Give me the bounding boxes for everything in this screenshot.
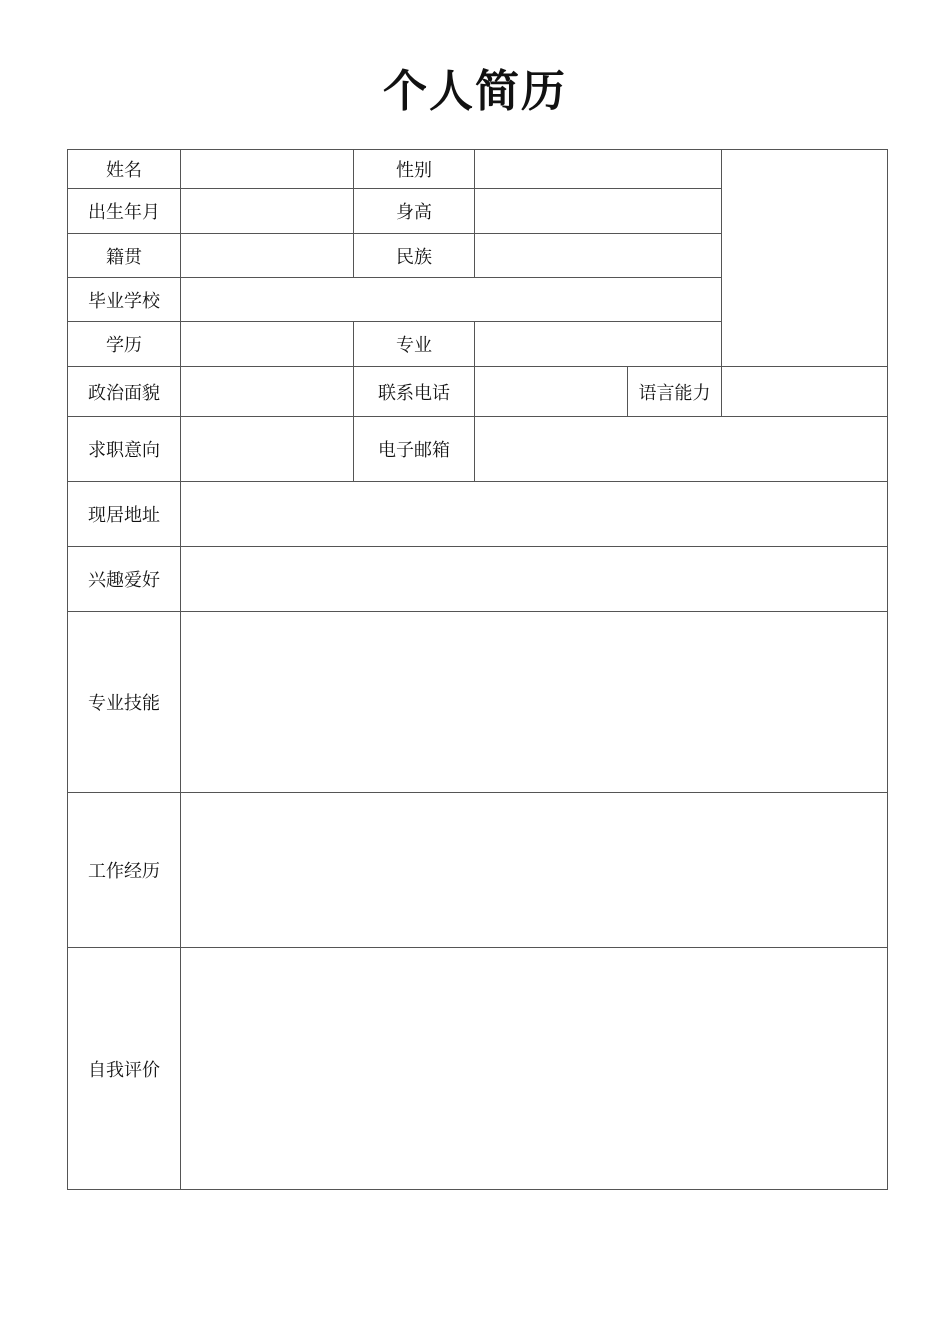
gender-label: 性别	[354, 150, 475, 189]
school-label: 毕业学校	[68, 278, 181, 322]
height-field[interactable]	[475, 189, 722, 234]
hobbies-label: 兴趣爱好	[68, 547, 181, 612]
education-label: 学历	[68, 322, 181, 367]
experience-field[interactable]	[181, 793, 888, 948]
gender-field[interactable]	[475, 150, 722, 189]
education-field[interactable]	[181, 322, 354, 367]
major-label: 专业	[354, 322, 475, 367]
resume-form-table	[67, 149, 888, 1190]
email-label: 电子邮箱	[354, 417, 475, 482]
native-place-field[interactable]	[181, 234, 354, 278]
email-field[interactable]	[475, 417, 888, 482]
major-field[interactable]	[475, 322, 722, 367]
job-intention-label: 求职意向	[68, 417, 181, 482]
row-name-gender	[68, 150, 888, 189]
birth-label: 出生年月	[68, 189, 181, 234]
name-field[interactable]	[181, 150, 354, 189]
phone-field[interactable]	[475, 367, 628, 417]
political-status-field[interactable]	[181, 367, 354, 417]
school-field[interactable]	[181, 278, 722, 322]
self-evaluation-field[interactable]	[181, 948, 888, 1190]
skills-field[interactable]	[181, 612, 888, 793]
address-label: 现居地址	[68, 482, 181, 547]
row-address	[68, 482, 888, 547]
phone-label: 联系电话	[354, 367, 475, 417]
photo-area[interactable]	[722, 150, 888, 367]
skills-label: 专业技能	[68, 612, 181, 793]
birth-field[interactable]	[181, 189, 354, 234]
ethnicity-field[interactable]	[475, 234, 722, 278]
row-skills	[68, 612, 888, 793]
page-title: 个人简历	[383, 66, 567, 117]
native-place-label: 籍贯	[68, 234, 181, 278]
row-self-evaluation	[68, 948, 888, 1190]
row-job-email	[68, 417, 888, 482]
hobbies-field[interactable]	[181, 547, 888, 612]
political-status-label: 政治面貌	[68, 367, 181, 417]
address-field[interactable]	[181, 482, 888, 547]
self-evaluation-label: 自我评价	[68, 948, 181, 1190]
ethnicity-label: 民族	[354, 234, 475, 278]
experience-label: 工作经历	[68, 793, 181, 948]
height-label: 身高	[354, 189, 475, 234]
job-intention-field[interactable]	[181, 417, 354, 482]
language-label: 语言能力	[628, 367, 722, 417]
row-experience	[68, 793, 888, 948]
row-political-phone-language	[68, 367, 888, 417]
name-label: 姓名	[68, 150, 181, 189]
row-hobbies	[68, 547, 888, 612]
language-field[interactable]	[722, 367, 888, 417]
